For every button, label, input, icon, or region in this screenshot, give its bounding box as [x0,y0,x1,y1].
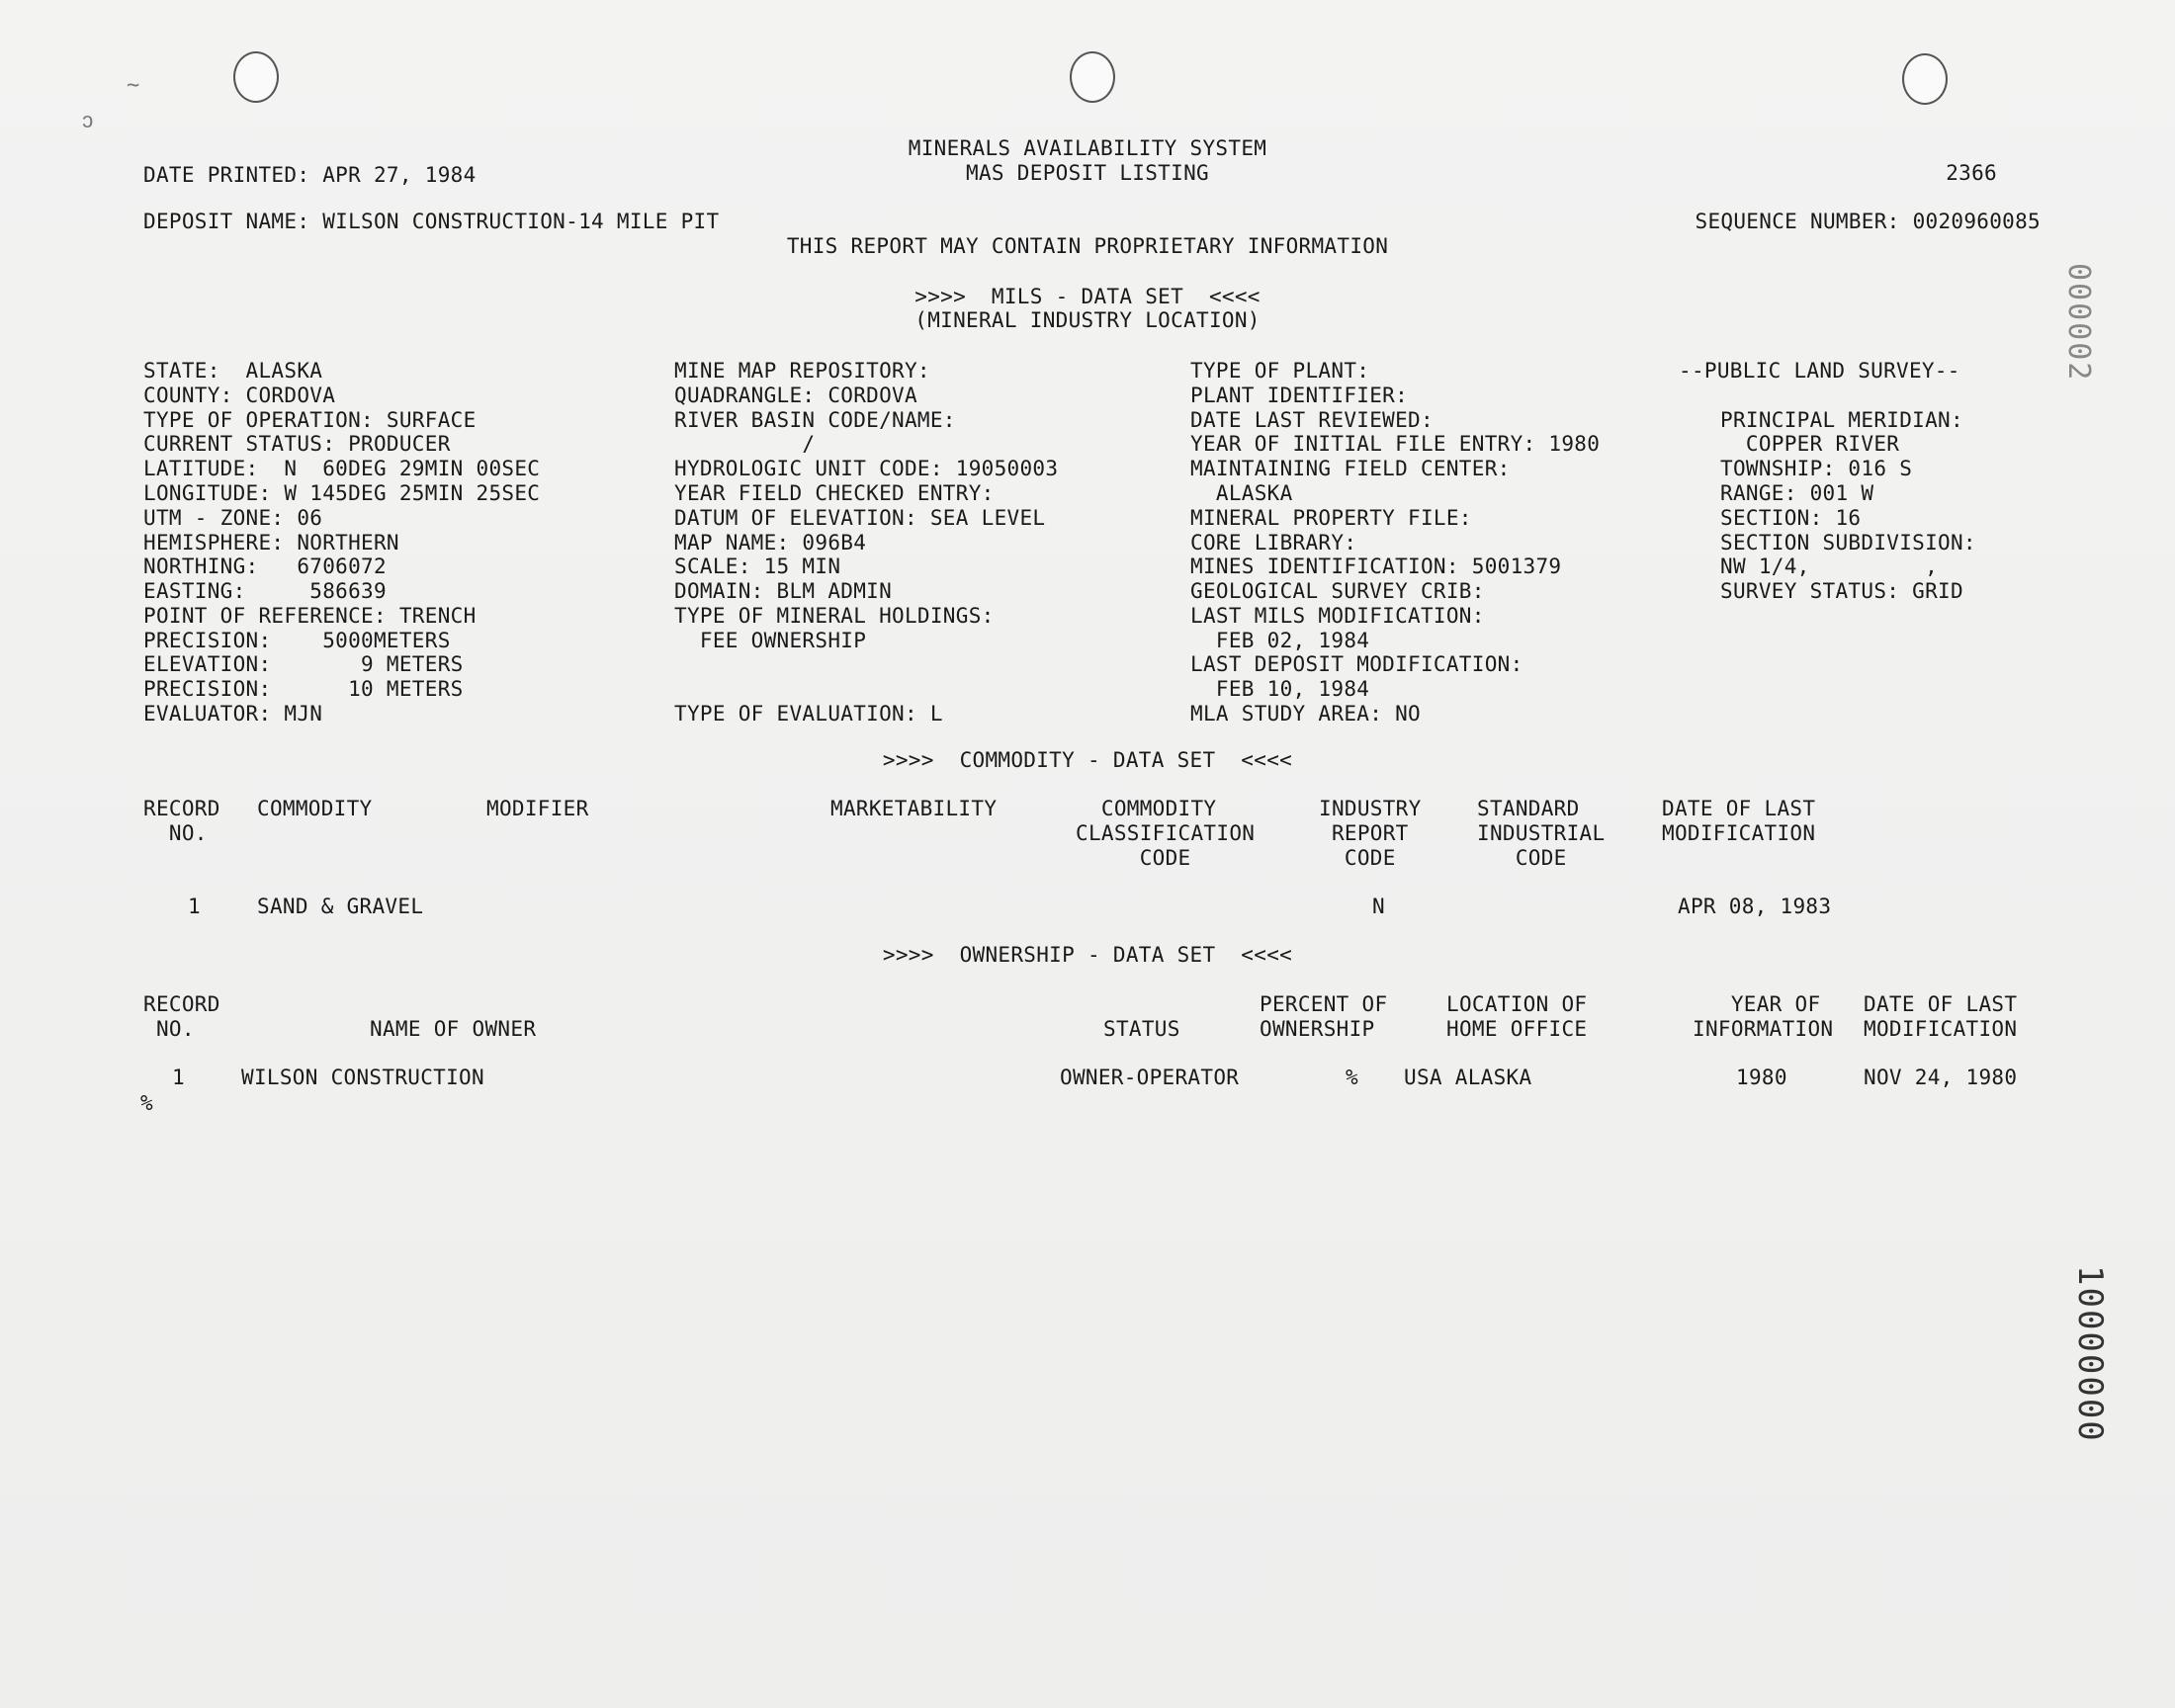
mils-heading: >>>> MILS - DATA SET <<<< [914,285,1261,308]
commodity-heading: >>>> COMMODITY - DATA SET <<<< [882,748,1293,772]
punch-hole-right [1902,53,1948,105]
mils-field: MINE MAP REPOSITORY: [674,359,930,383]
mils-field: EVALUATOR: MJN [143,702,323,726]
col-header-commodity: COMMODITY [257,797,373,820]
col-header-record: RECORD NO. [143,797,220,845]
mils-field: FEB 10, 1984 [1190,677,1370,701]
margin-number-bottom: 10000000 [2070,1265,2110,1443]
industry-report-code: N [1372,895,1385,918]
date-printed: DATE PRINTED: APR 27, 1984 [143,163,477,187]
mils-field: MLA STUDY AREA: NO [1190,702,1421,726]
mils-subheading: (MINERAL INDUSTRY LOCATION) [914,308,1261,332]
col-header-status: STATUS [1103,1017,1180,1041]
mils-field: TYPE OF OPERATION: SURFACE [143,408,477,432]
home-office-location: USA ALASKA [1404,1066,1532,1089]
ownership-percent: % [1346,1066,1358,1089]
mils-field: COUNTY: CORDOVA [143,384,336,407]
mils-field: STATE: ALASKA [143,359,323,383]
col-header-marketability: MARKETABILITY [830,797,998,820]
mils-field: GEOLOGICAL SURVEY CRIB: [1190,579,1485,603]
punch-hole-center [1070,51,1115,103]
mils-field: / [674,432,816,456]
mils-field: MAP NAME: 096B4 [674,531,867,555]
owner-name: WILSON CONSTRUCTION [241,1066,484,1089]
modification-date: APR 08, 1983 [1678,895,1832,918]
mils-field: POINT OF REFERENCE: TRENCH [143,604,477,628]
mils-field: LAST DEPOSIT MODIFICATION: [1190,652,1523,676]
sequence-number: SEQUENCE NUMBER: 0020960085 [1695,210,2041,233]
col-header-owner-name: NAME OF OWNER [370,1017,537,1041]
mils-field: ELEVATION: 9 METERS [143,652,464,676]
mils-field: LONGITUDE: W 145DEG 25MIN 25SEC [143,481,541,505]
deposit-name: DEPOSIT NAME: WILSON CONSTRUCTION-14 MILE PIT [143,210,720,233]
mils-field: HEMISPHERE: NORTHERN [143,531,399,555]
owner-status: OWNER-OPERATOR [1060,1066,1240,1089]
mils-field: SCALE: 15 MIN [674,555,841,578]
survey-field: TOWNSHIP: 016 S [1720,457,1913,480]
mils-field: QUADRANGLE: CORDOVA [674,384,917,407]
modification-date: NOV 24, 1980 [1864,1066,2018,1089]
mils-field: UTM - ZONE: 06 [143,506,323,530]
mils-field: TYPE OF EVALUATION: L [674,702,943,726]
mils-field: CURRENT STATUS: PRODUCER [143,432,451,456]
col-header-percent: PERCENT OF OWNERSHIP [1260,992,1388,1041]
mils-field: FEB 02, 1984 [1190,629,1370,652]
col-header-date: DATE OF LAST MODIFICATION [1864,992,2018,1041]
mils-field: LAST MILS MODIFICATION: [1190,604,1485,628]
page-number: 2366 [1946,161,1997,185]
col-header-year: YEAR OF INFORMATION [1693,992,1834,1041]
survey-field: RANGE: 001 W [1720,481,1874,505]
mils-field: HYDROLOGIC UNIT CODE: 19050003 [674,457,1059,480]
survey-field: SECTION SUBDIVISION: [1720,531,1976,555]
mils-field: TYPE OF PLANT: [1190,359,1370,383]
survey-field: COPPER RIVER [1720,432,1900,456]
mils-field: CORE LIBRARY: [1190,531,1357,555]
col-header-classification: COMMODITY CLASSIFICATION CODE [1076,797,1256,870]
survey-field: SURVEY STATUS: GRID [1720,579,1963,603]
mils-field: LATITUDE: N 60DEG 29MIN 00SEC [143,457,541,480]
mils-field: YEAR OF INITIAL FILE ENTRY: 1980 [1190,432,1601,456]
commodity-name: SAND & GRAVEL [257,895,424,918]
punch-hole-left [233,51,279,103]
mils-field: MINES IDENTIFICATION: 5001379 [1190,555,1562,578]
col-header-modifier: MODIFIER [486,797,589,820]
survey-field: PRINCIPAL MERIDIAN: [1720,408,1963,432]
mils-field: ALASKA [1190,481,1293,505]
col-header-date: DATE OF LAST MODIFICATION [1662,797,1816,845]
margin-number-top: 000002 [2061,263,2096,383]
proprietary-notice: THIS REPORT MAY CONTAIN PROPRIETARY INFORMATION [786,234,1389,258]
col-header-sic: STANDARD INDUSTRIAL CODE [1477,797,1606,870]
mils-field: PRECISION: 10 METERS [143,677,464,701]
mils-field: MINERAL PROPERTY FILE: [1190,506,1472,530]
survey-field: NW 1/4, , [1720,555,1939,578]
mils-field: MAINTAINING FIELD CENTER: [1190,457,1511,480]
public-land-survey-heading: --PUBLIC LAND SURVEY-- [1679,359,1960,383]
col-header-record: RECORD NO. [143,992,220,1041]
survey-field: SECTION: 16 [1720,506,1862,530]
mils-field: DATUM OF ELEVATION: SEA LEVEL [674,506,1046,530]
col-header-location: LOCATION OF HOME OFFICE [1446,992,1588,1041]
system-title: MINERALS AVAILABILITY SYSTEM [908,136,1267,160]
footer-mark: % [140,1091,153,1115]
ownership-heading: >>>> OWNERSHIP - DATA SET <<<< [882,943,1293,967]
mils-field: DOMAIN: BLM ADMIN [674,579,893,603]
record-number: 1 [172,1066,185,1089]
mils-field: PRECISION: 5000METERS [143,629,451,652]
mils-field: FEE OWNERSHIP [674,629,867,652]
mils-field: EASTING: 586639 [143,579,387,603]
mils-field: TYPE OF MINERAL HOLDINGS: [674,604,995,628]
mils-field: NORTHING: 6706072 [143,555,387,578]
mils-field: PLANT IDENTIFIER: [1190,384,1409,407]
mils-field: RIVER BASIN CODE/NAME: [674,408,956,432]
mils-field: DATE LAST REVIEWED: [1190,408,1434,432]
year-of-information: 1980 [1736,1066,1787,1089]
record-number: 1 [188,895,201,918]
pencil-scribble: ~ [127,73,140,98]
col-header-industry-report: INDUSTRY REPORT CODE [1319,797,1422,870]
listing-title: MAS DEPOSIT LISTING [966,161,1209,185]
pencil-scribble: ↄ [81,109,95,133]
mils-field: YEAR FIELD CHECKED ENTRY: [674,481,995,505]
